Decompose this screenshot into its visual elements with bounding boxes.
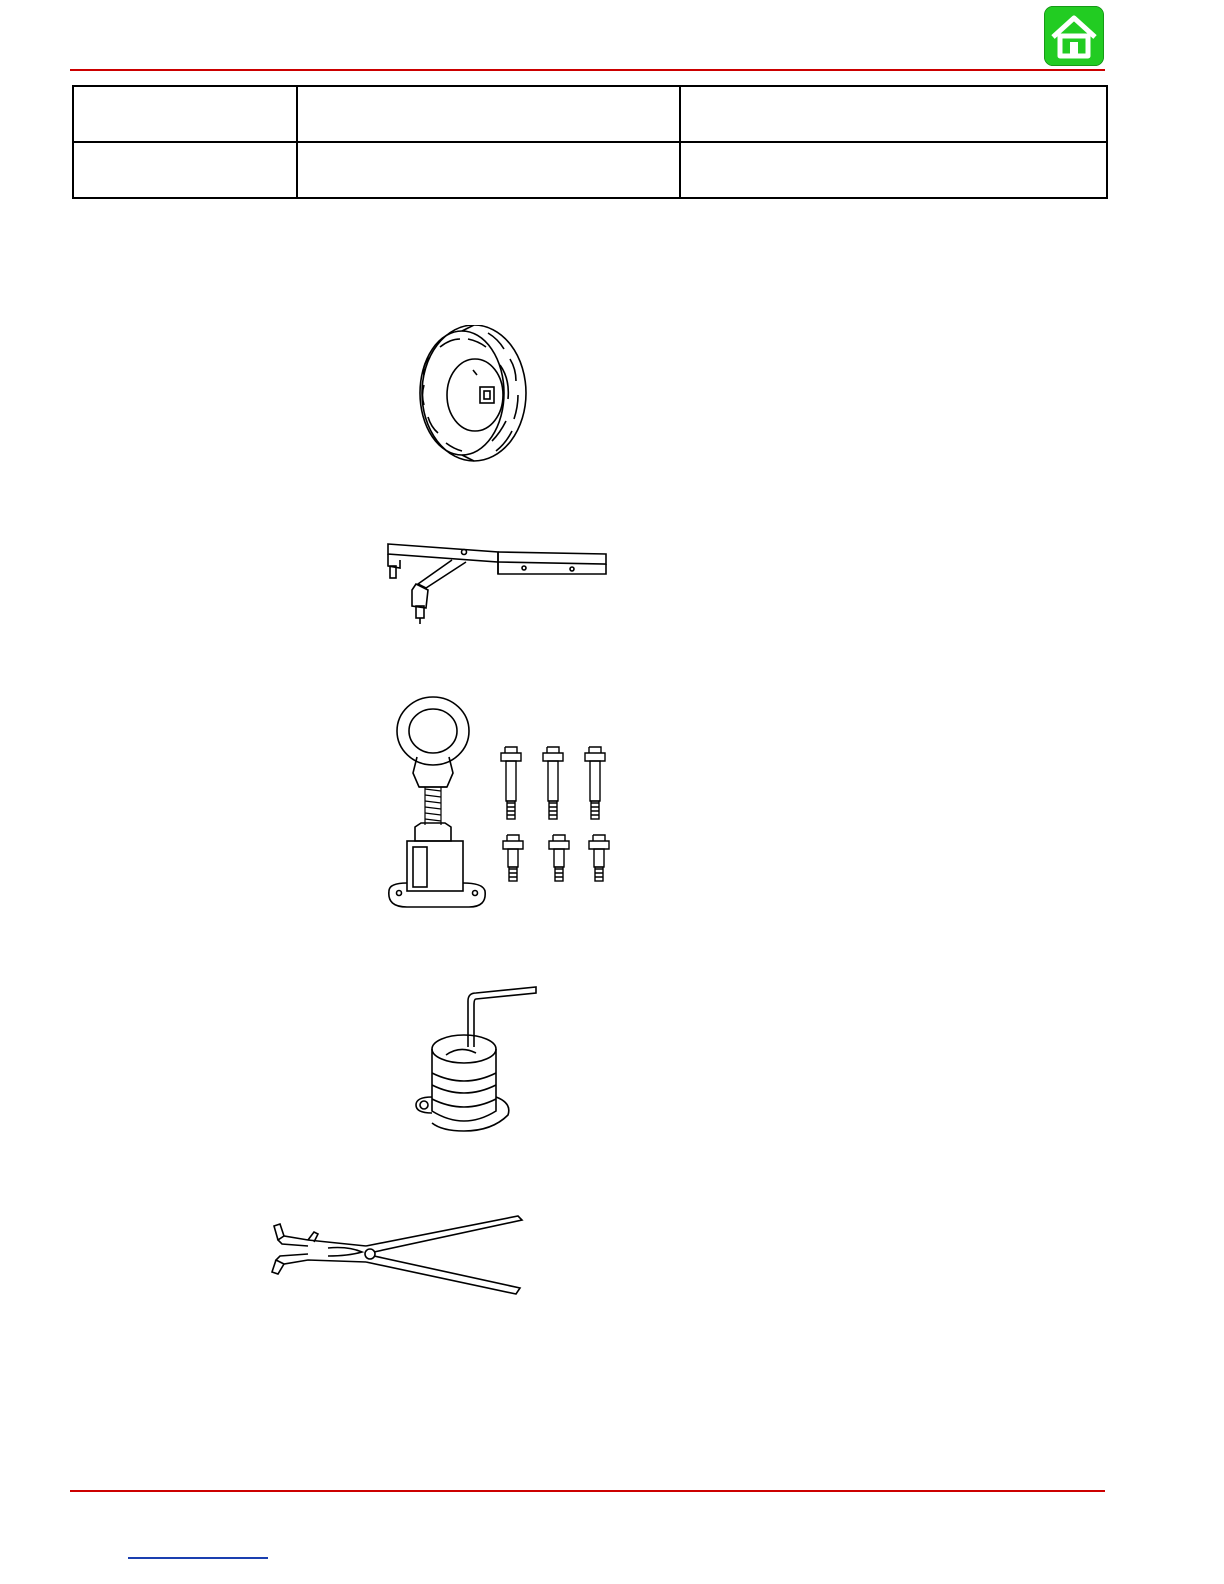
oil-filter-wrench-icon <box>410 325 535 470</box>
table-cell <box>73 86 297 142</box>
lifting-eye-puller-with-bolts-icon <box>383 695 633 915</box>
flywheel-holder-tool-icon <box>382 540 612 630</box>
table-cell <box>680 142 1107 198</box>
footer-link[interactable] <box>128 1557 268 1559</box>
table-cell <box>73 142 297 198</box>
table-cell <box>297 86 680 142</box>
spec-table <box>72 85 1108 199</box>
table-cell <box>297 142 680 198</box>
snap-ring-pliers-icon <box>268 1210 526 1300</box>
home-button[interactable] <box>1044 6 1104 66</box>
table-row <box>73 142 1107 198</box>
table-row <box>73 86 1107 142</box>
table-cell <box>680 86 1107 142</box>
header-rule <box>70 69 1105 71</box>
footer-rule <box>70 1490 1105 1492</box>
piston-ring-compressor-icon <box>412 985 544 1135</box>
